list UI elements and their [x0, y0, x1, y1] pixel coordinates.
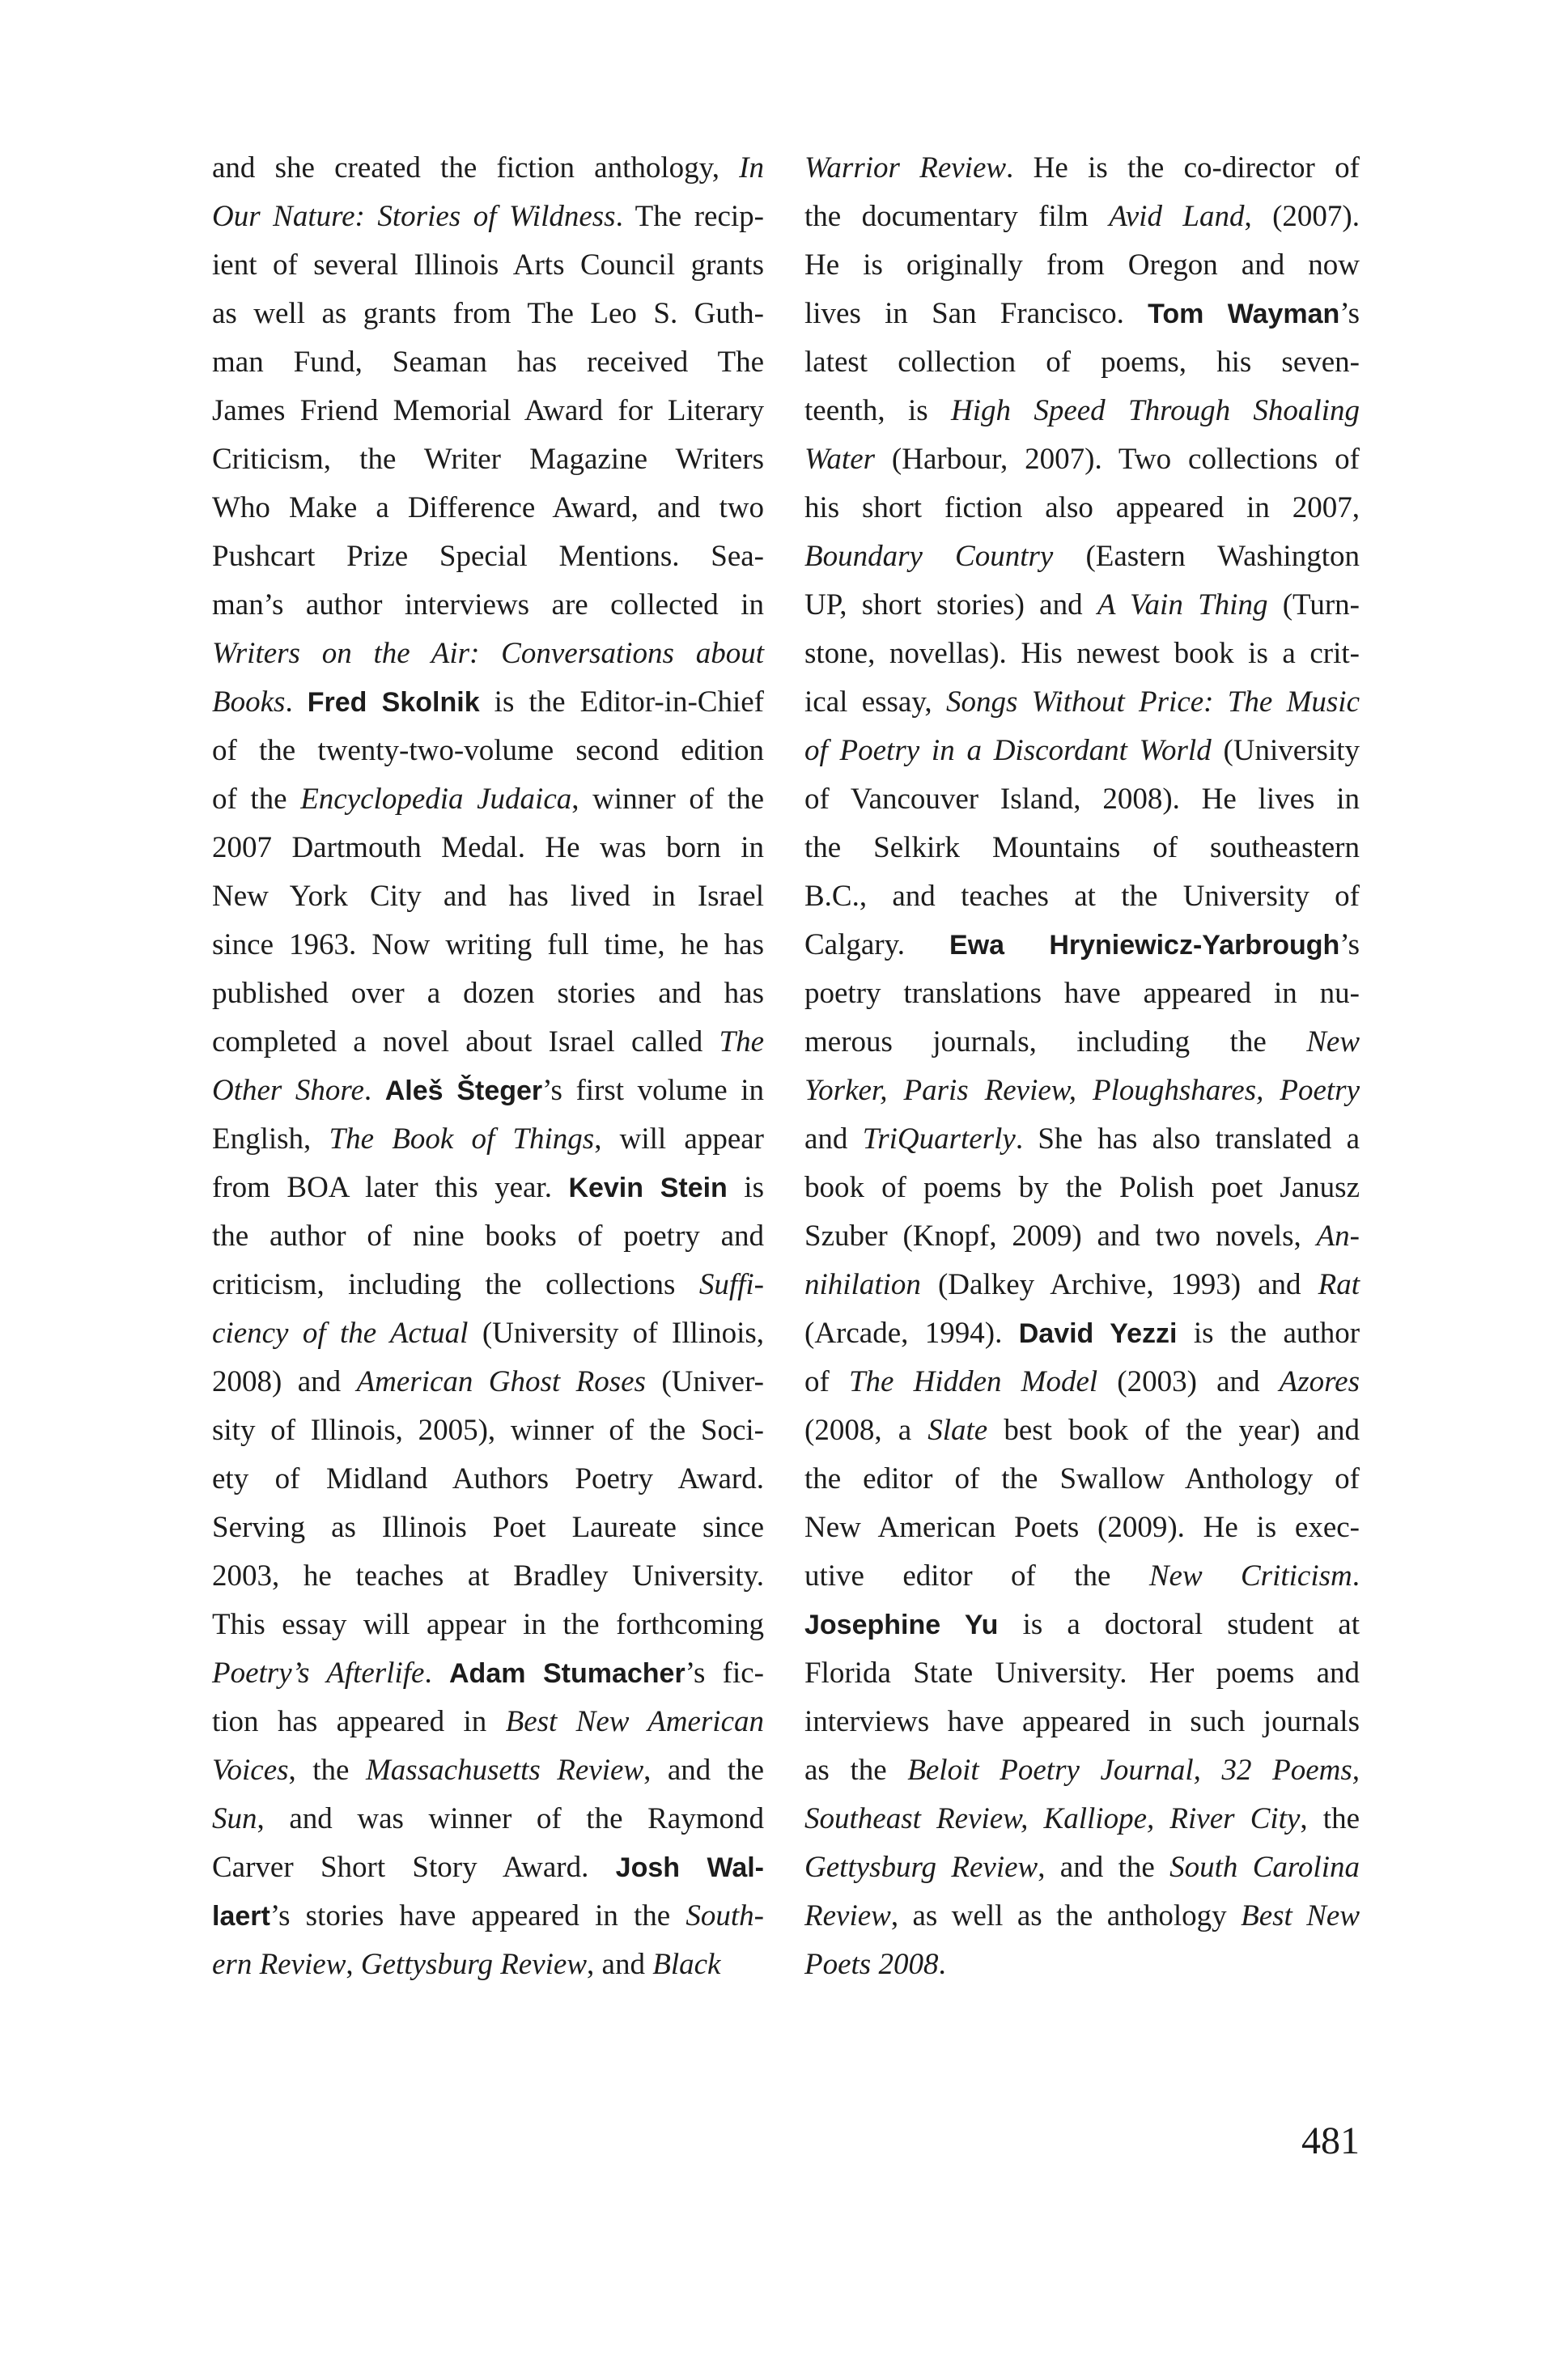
title-text: New: [1306, 1025, 1360, 1058]
title-text: In: [739, 151, 764, 185]
text-line: [212, 1358, 764, 1406]
text-line: [212, 630, 764, 678]
text-line: [212, 872, 764, 921]
text-run: from BOA later this year.: [212, 1171, 569, 1204]
contributor-name: Ewa Hryniewicz-Yarbrough: [949, 930, 1340, 961]
text-run: is: [727, 1171, 764, 1204]
text-run: teenth, is: [804, 394, 951, 427]
text-line: [212, 581, 764, 630]
text-run: , the: [1300, 1802, 1360, 1835]
text-run: Serving as Illinois Poet Laureate since: [212, 1511, 764, 1544]
text-run: .: [938, 1948, 946, 1981]
text-run: the Selkirk Mountains of southeastern: [804, 831, 1360, 864]
text-line: [804, 387, 1360, 435]
title-text: Suffi-: [698, 1268, 764, 1301]
text-line: [212, 290, 764, 338]
text-line: [212, 824, 764, 872]
title-text: Yorker, Paris Review, Ploughshares, Poetry: [804, 1074, 1360, 1107]
text-line: [212, 1067, 764, 1115]
text-run: ,: [346, 1948, 361, 1981]
text-line: [804, 1552, 1360, 1601]
contributors-column-left: [212, 144, 764, 1989]
text-line: [804, 484, 1360, 532]
text-line: [212, 921, 764, 969]
text-run: ical essay,: [804, 685, 946, 719]
title-text: American Ghost Roses: [356, 1365, 646, 1398]
contributor-name: Aleš Šteger: [384, 1075, 543, 1106]
text-line: [804, 435, 1360, 484]
text-line: [212, 727, 764, 775]
text-line: [804, 532, 1360, 581]
contributor-name: Tom Wayman: [1148, 299, 1340, 329]
text-line: [212, 1892, 764, 1941]
text-run: UP, short stories) and: [804, 588, 1097, 622]
text-run: of Vancouver Island, 2008). He lives in: [804, 783, 1360, 816]
text-run: ’s first volume in: [542, 1074, 765, 1107]
title-text: of Poetry in a Discordant World: [804, 734, 1212, 767]
text-run: the documentary film: [804, 200, 1110, 233]
text-line: [212, 193, 764, 241]
title-text: Gettysburg Review: [804, 1851, 1038, 1884]
text-line: [804, 678, 1360, 727]
text-run: James Friend Memorial Award for Literary: [212, 394, 764, 427]
contributor-name: Fred Skolnik: [307, 687, 480, 718]
text-run: Carver Short Story Award.: [212, 1851, 616, 1884]
text-line: [804, 1212, 1360, 1261]
text-line: [804, 1601, 1360, 1649]
title-text: Sun: [212, 1802, 257, 1835]
text-line: [212, 1649, 764, 1698]
text-run: interviews have appeared in such journals: [804, 1705, 1360, 1738]
text-line: [804, 824, 1360, 872]
text-line: [212, 338, 764, 387]
text-run: tion has appeared in: [212, 1705, 506, 1738]
text-line: [212, 775, 764, 824]
text-run: book of poems by the Polish poet Janusz: [804, 1171, 1360, 1204]
text-run: (Univer-: [645, 1365, 764, 1398]
text-line: [804, 144, 1360, 193]
text-run: of the twenty-two-volume second edition: [212, 734, 764, 767]
title-text: Massachusetts Review: [365, 1754, 644, 1787]
title-text: Slate: [927, 1414, 988, 1447]
text-run: latest collection of poems, his seven-: [804, 346, 1360, 379]
title-text: The Book of Things: [329, 1122, 595, 1156]
title-text: Encyclopedia Judaica: [300, 783, 572, 816]
title-text: Avid Land: [1109, 200, 1245, 233]
text-run: This essay will appear in the forthcoming: [212, 1608, 764, 1641]
text-line: [212, 1164, 764, 1212]
title-text: nihilation: [804, 1268, 921, 1301]
text-run: 2008) and: [212, 1365, 357, 1398]
title-text: The: [719, 1025, 764, 1058]
title-text: Books: [212, 685, 286, 719]
text-run: (2003) and: [1097, 1365, 1280, 1398]
text-line: [804, 1941, 1360, 1989]
text-run: the editor of the Swallow Anthology of: [804, 1462, 1360, 1495]
text-line: [212, 144, 764, 193]
text-run: .: [1352, 1559, 1360, 1593]
text-line: [212, 435, 764, 484]
title-text: Best New: [1241, 1899, 1360, 1932]
text-line: [804, 727, 1360, 775]
text-line: [212, 1261, 764, 1309]
text-line: [212, 1018, 764, 1067]
text-line: [212, 484, 764, 532]
text-run: . The recip-: [615, 200, 765, 233]
text-run: stone, novellas). His newest book is a crit-: [804, 637, 1360, 670]
title-text: Warrior Review: [804, 151, 1007, 185]
text-line: [804, 1018, 1360, 1067]
text-run: sity of Illinois, 2005), winner of the Soci-: [212, 1414, 764, 1447]
text-run: .: [285, 685, 308, 719]
text-line: [804, 1746, 1360, 1795]
text-run: , will appear: [594, 1122, 764, 1156]
text-run: (University: [1211, 734, 1360, 767]
text-line: [212, 1212, 764, 1261]
title-text: Water: [804, 443, 876, 476]
title-text: Gettysburg Review: [360, 1948, 588, 1981]
text-line: [804, 921, 1360, 969]
text-run: , and: [587, 1948, 653, 1981]
text-line: [804, 1649, 1360, 1698]
title-text: An-: [1316, 1220, 1360, 1253]
text-run: completed a novel about Israel called: [212, 1025, 719, 1058]
text-run: best book of the year) and: [987, 1414, 1360, 1447]
text-line: [212, 969, 764, 1018]
title-text: Poets 2008: [804, 1948, 939, 1981]
text-run: merous journals, including the: [804, 1025, 1307, 1058]
text-run: Szuber (Knopf, 2009) and two novels,: [804, 1220, 1317, 1253]
text-line: [804, 630, 1360, 678]
text-line: [212, 1115, 764, 1164]
text-run: 2007 Dartmouth Medal. He was born in: [212, 831, 764, 864]
text-line: [212, 1843, 764, 1892]
title-text: Other Shore: [212, 1074, 364, 1107]
text-run: ient of several Illinois Arts Council grants: [212, 248, 764, 282]
text-run: , and the: [643, 1754, 765, 1787]
text-line: [804, 1309, 1360, 1358]
text-line: [804, 1795, 1360, 1843]
text-run: Who Make a Difference Award, and two: [212, 491, 764, 524]
text-run: , (2007).: [1244, 200, 1360, 233]
text-run: . She has also translated a: [1015, 1122, 1360, 1156]
text-line: [212, 1941, 764, 1989]
text-run: , and the: [1038, 1851, 1170, 1884]
text-run: . He is the co-director of: [1006, 151, 1360, 185]
contributor-name: Josh Wal-: [615, 1852, 764, 1883]
title-text: ciency of the Actual: [212, 1317, 469, 1350]
text-line: [804, 581, 1360, 630]
text-run: English,: [212, 1122, 329, 1156]
text-run: man Fund, Seaman has received The: [212, 346, 764, 379]
text-run: ’s: [1339, 928, 1360, 961]
text-run: utive editor of the: [804, 1559, 1149, 1593]
text-run: published over a dozen stories and has: [212, 977, 764, 1010]
text-run: New York City and has lived in Israel: [212, 880, 764, 913]
text-run: is the author: [1177, 1317, 1360, 1350]
text-line: [804, 1358, 1360, 1406]
text-run: , as well as the anthology: [890, 1899, 1242, 1932]
text-line: [804, 969, 1360, 1018]
contributor-name: laert: [212, 1901, 270, 1932]
contributor-name: David Yezzi: [1018, 1318, 1178, 1349]
text-line: [804, 1504, 1360, 1552]
text-run: ’s: [1339, 297, 1360, 330]
text-run: ’s stories have appeared in the: [270, 1899, 686, 1932]
text-line: [212, 1698, 764, 1746]
title-text: Our Nature: Stories of Wildness: [212, 200, 616, 233]
contributor-name: Kevin Stein: [568, 1173, 728, 1203]
text-line: [804, 1698, 1360, 1746]
text-run: .: [363, 1074, 385, 1107]
text-run: Florida State University. Her poems and: [804, 1657, 1360, 1690]
title-text: Writers on the Air: Conversations about: [212, 637, 764, 670]
text-run: (Eastern Washington: [1053, 540, 1360, 573]
text-run: man’s author interviews are collected in: [212, 588, 764, 622]
title-text: Boundary Country: [804, 540, 1054, 573]
text-run: as the: [804, 1754, 908, 1787]
text-run: of the: [212, 783, 301, 816]
text-run: New American Poets (2009). He is exec-: [804, 1511, 1360, 1544]
text-run: (Harbour, 2007). Two collections of: [875, 443, 1360, 476]
title-text: Review: [804, 1899, 891, 1932]
text-line: [212, 1406, 764, 1455]
title-text: ern Review: [212, 1948, 346, 1981]
text-run: (Arcade, 1994).: [804, 1317, 1019, 1350]
text-run: of: [804, 1365, 849, 1398]
text-line: [804, 1892, 1360, 1941]
text-line: [804, 1843, 1360, 1892]
title-text: South-: [685, 1899, 764, 1932]
text-run: .: [424, 1657, 449, 1690]
text-run: since 1963. Now writing full time, he has: [212, 928, 764, 961]
text-run: and: [804, 1122, 863, 1156]
page-number: 481: [1301, 2119, 1360, 2162]
text-run: the author of nine books of poetry and: [212, 1220, 764, 1253]
text-line: [804, 1261, 1360, 1309]
text-run: (University of Illinois,: [468, 1317, 764, 1350]
text-run: , and was winner of the Raymond: [257, 1802, 764, 1835]
title-text: Songs Without Price: The Music: [945, 685, 1360, 719]
text-run: ety of Midland Authors Poetry Award.: [212, 1462, 764, 1495]
text-run: B.C., and teaches at the University of: [804, 880, 1360, 913]
text-run: Pushcart Prize Special Mentions. Sea-: [212, 540, 764, 573]
text-run: Calgary.: [804, 928, 950, 961]
text-run: He is originally from Oregon and now: [804, 248, 1360, 282]
text-line: [212, 678, 764, 727]
text-run: his short fiction also appeared in 2007,: [804, 491, 1360, 524]
contributor-name: Adam Stumacher: [449, 1658, 685, 1689]
text-line: [212, 241, 764, 290]
text-line: [212, 1455, 764, 1504]
title-text: South Carolina: [1169, 1851, 1360, 1884]
text-run: 2003, he teaches at Bradley University.: [212, 1559, 764, 1593]
text-line: [212, 1746, 764, 1795]
text-run: poetry translations have appeared in nu-: [804, 977, 1360, 1010]
title-text: High Speed Through Shoaling: [951, 394, 1360, 427]
text-line: [804, 1455, 1360, 1504]
title-text: Rat: [1318, 1268, 1360, 1301]
text-run: (Turn-: [1267, 588, 1360, 622]
text-line: [212, 532, 764, 581]
title-text: Azores: [1279, 1365, 1360, 1398]
text-run: (Dalkey Archive, 1993) and: [920, 1268, 1318, 1301]
text-line: [804, 1115, 1360, 1164]
text-line: [804, 775, 1360, 824]
text-line: [212, 1601, 764, 1649]
text-line: [804, 193, 1360, 241]
contributors-column-right: [804, 144, 1360, 1989]
title-text: Southeast Review, Kalliope, River City: [804, 1802, 1301, 1835]
text-run: , winner of the: [571, 783, 764, 816]
text-line: [212, 1504, 764, 1552]
text-line: [212, 387, 764, 435]
text-run: criticism, including the collections: [212, 1268, 699, 1301]
text-line: [804, 872, 1360, 921]
text-run: and she created the fiction anthology,: [212, 151, 740, 185]
title-text: Voices: [212, 1754, 289, 1787]
text-run: Criticism, the Writer Magazine Writers: [212, 443, 764, 476]
text-run: lives in San Francisco.: [804, 297, 1148, 330]
text-run: is a doctoral student at: [998, 1608, 1360, 1641]
text-run: is the Editor-in-Chief: [479, 685, 765, 719]
title-text: Beloit Poetry Journal, 32 Poems,: [907, 1754, 1360, 1787]
text-run: (2008, a: [804, 1414, 928, 1447]
title-text: A Vain Thing: [1097, 588, 1268, 622]
text-line: [804, 1067, 1360, 1115]
title-text: New Criticism: [1148, 1559, 1352, 1593]
text-run: as well as grants from The Leo S. Guth-: [212, 297, 764, 330]
text-line: [212, 1795, 764, 1843]
title-text: TriQuarterly: [862, 1122, 1016, 1156]
text-line: [804, 338, 1360, 387]
title-text: The Hidden Model: [848, 1365, 1098, 1398]
title-text: Poetry’s Afterlife: [212, 1657, 425, 1690]
text-run: ’s fic-: [685, 1657, 765, 1690]
contributor-name: Josephine Yu: [804, 1610, 999, 1640]
text-line: [804, 1164, 1360, 1212]
text-line: [804, 1406, 1360, 1455]
title-text: Black: [652, 1948, 721, 1981]
text-line: [212, 1309, 764, 1358]
text-run: , the: [288, 1754, 366, 1787]
text-line: [804, 290, 1360, 338]
text-line: [804, 241, 1360, 290]
text-line: [212, 1552, 764, 1601]
title-text: Best New American: [505, 1705, 764, 1738]
